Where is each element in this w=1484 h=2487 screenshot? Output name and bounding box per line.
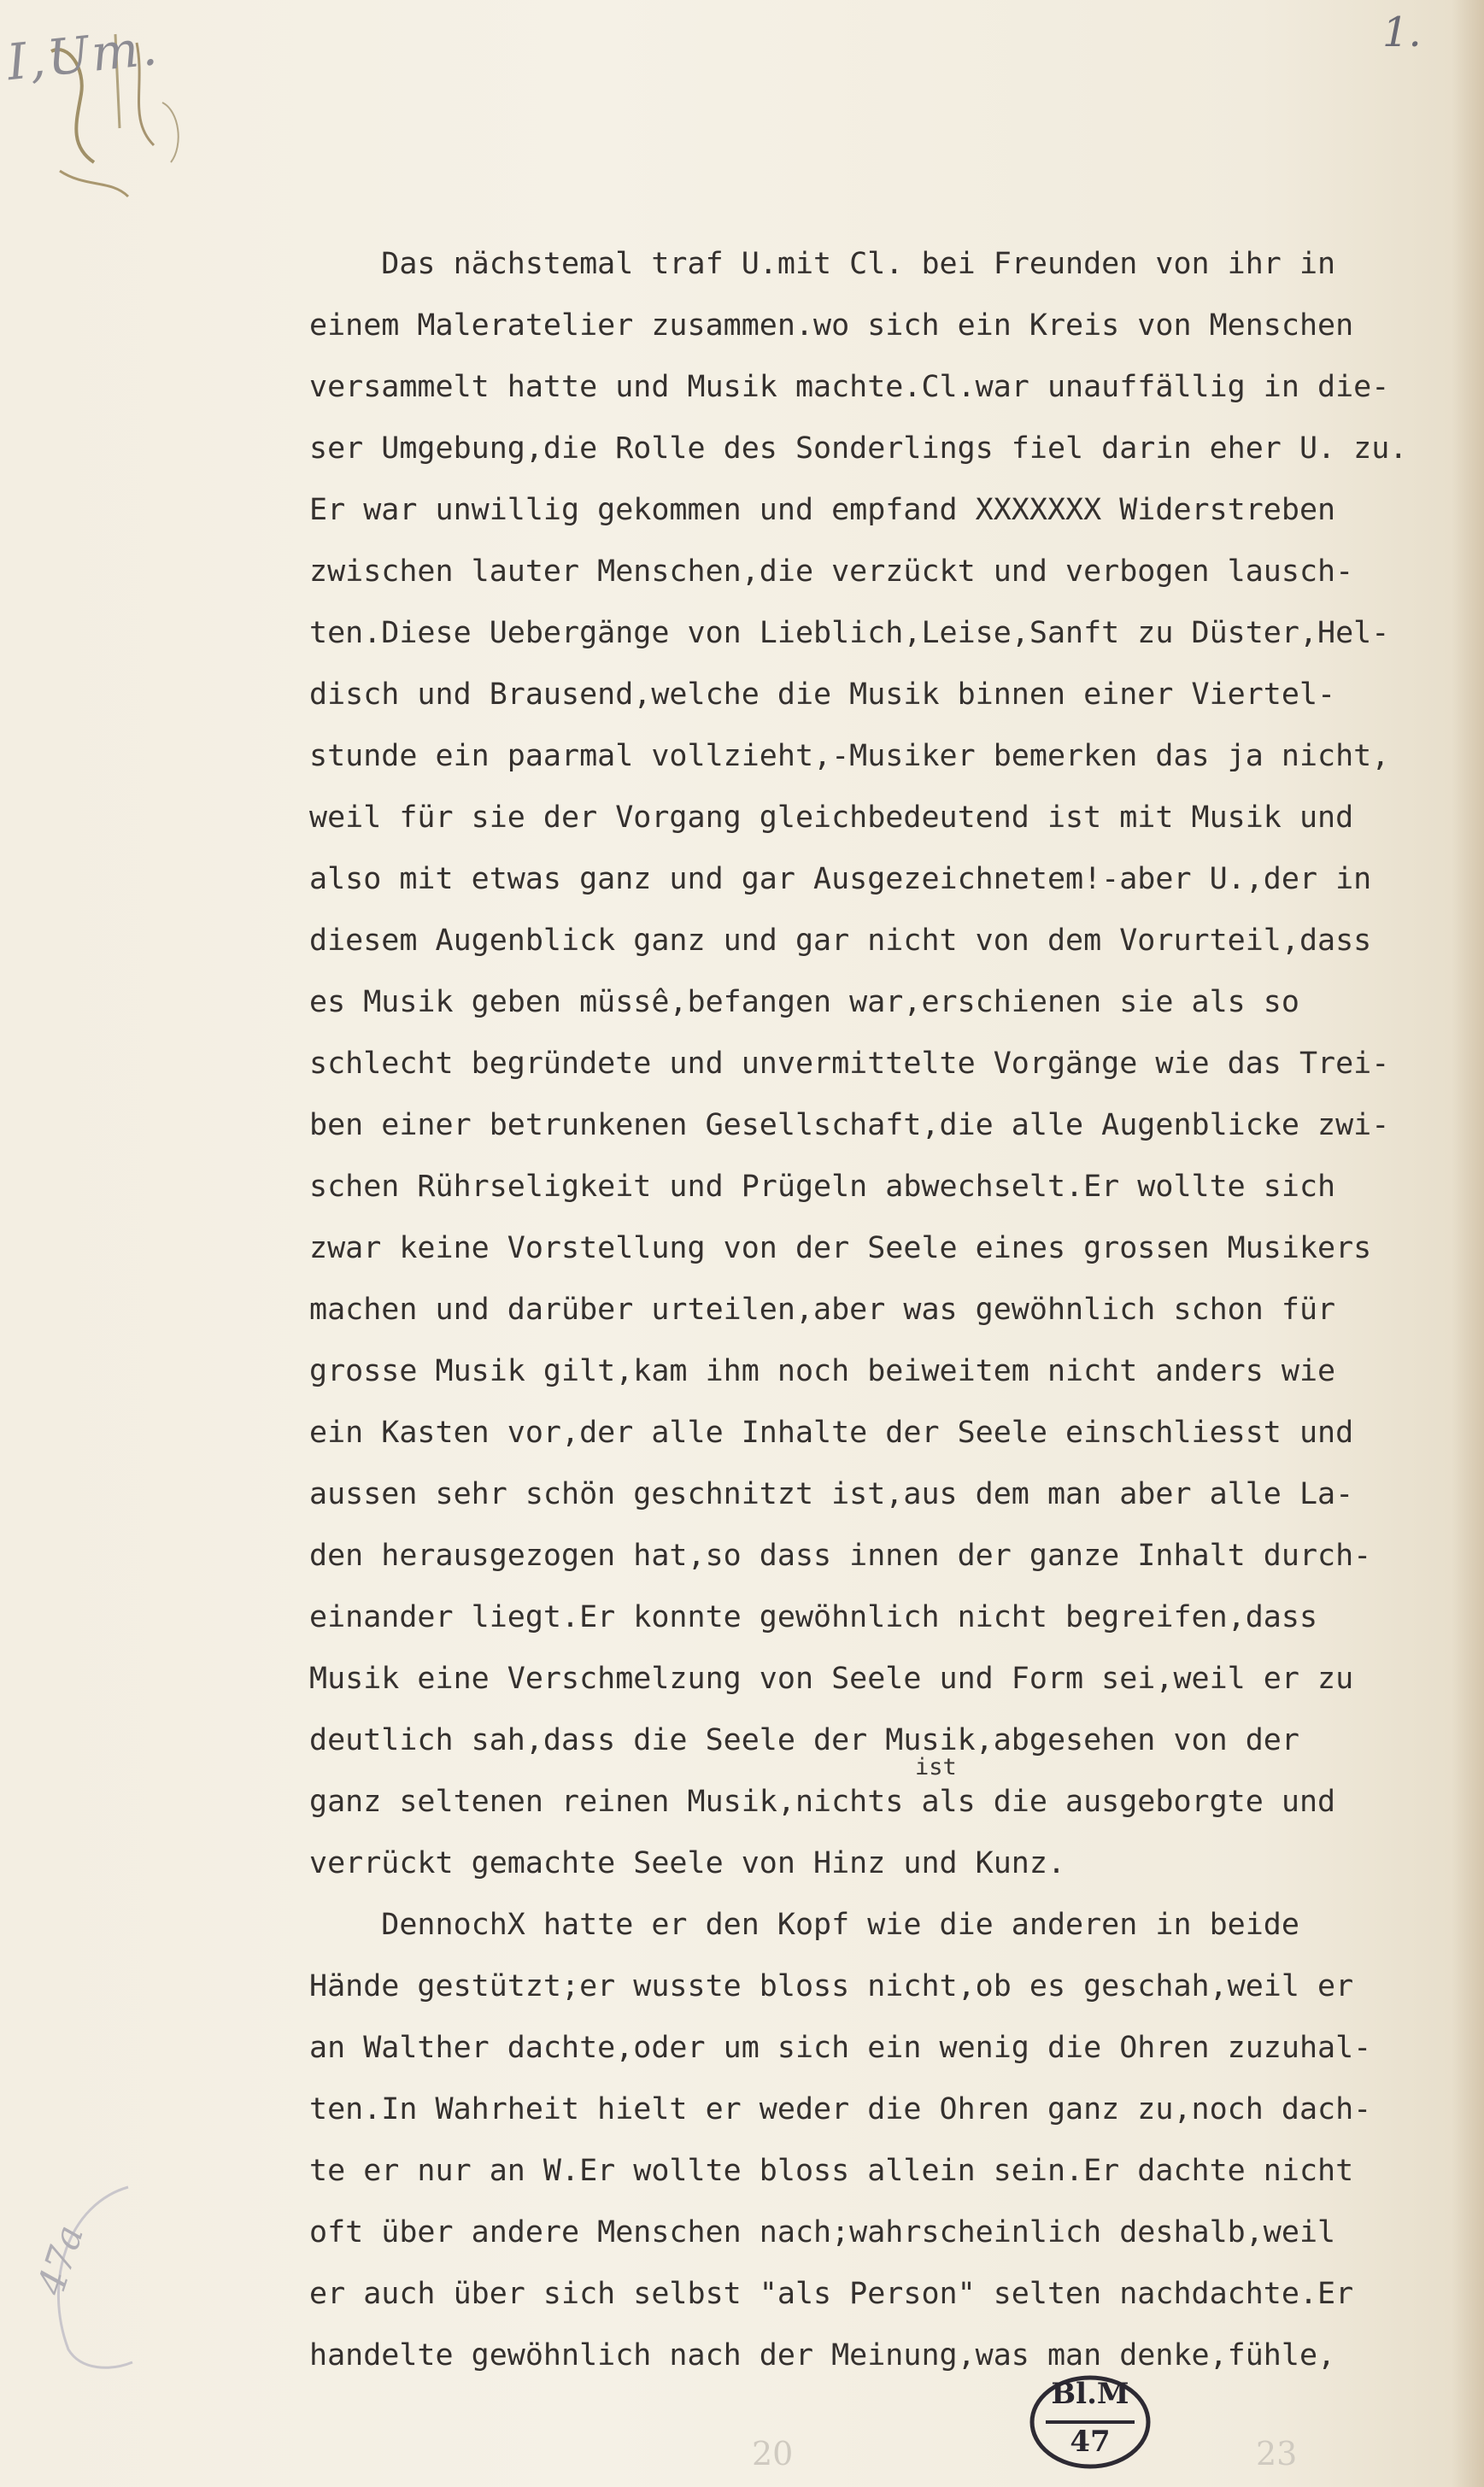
text-line: te er nur an W.Er wollte bloss allein sein.Er dachte nicht xyxy=(309,2154,1354,2188)
text-line: stunde ein paarmal vollzieht,-Musiker bemerken das ja nicht, xyxy=(309,739,1390,773)
text-line: einem Maleratelier zusammen.wo sich ein Kreis von Menschen xyxy=(309,308,1354,343)
text-line: schen Rührseligkeit und Prügeln abwechselt.Er wollte sich xyxy=(309,1170,1336,1204)
text-line: den herausgezogen hat,so dass innen der ganze Inhalt durch- xyxy=(309,1539,1372,1573)
text-line: deutlich sah,dass die Seele der Musik,abgesehen von der xyxy=(309,1723,1299,1757)
text-line: ten.In Wahrheit hielt er weder die Ohren ganz zu,noch dach- xyxy=(309,2092,1372,2126)
text-line: versammelt hatte und Musik machte.Cl.war unauffällig in die- xyxy=(309,370,1390,404)
text-line: schlecht begründete und unvermittelte Vorgänge wie das Trei- xyxy=(309,1047,1390,1081)
text-line: weil für sie der Vorgang gleichbedeutend ist mit Musik und xyxy=(309,801,1354,835)
text-line: ten.Diese Uebergänge von Lieblich,Leise,Sanft zu Düster,Hel- xyxy=(309,616,1390,650)
page-number: 1. xyxy=(1382,9,1422,56)
stamp-line-2: 47 xyxy=(1070,2425,1111,2459)
text-line: DennochX hatte er den Kopf wie die anderen in beide xyxy=(309,1908,1299,1942)
text-line: verrückt gemachte Seele von Hinz und Kunz. xyxy=(309,1846,1066,1880)
faint-footer-mark-left: 20 xyxy=(752,2435,794,2472)
text-line: aussen sehr schön geschnitzt ist,aus dem man aber alle La- xyxy=(309,1477,1354,1511)
text-line: an Walther dachte,oder um sich ein wenig die Ohren zuzuhal- xyxy=(309,2031,1372,2065)
text-line: einander liegt.Er konnte gewöhnlich nicht begreifen,dass xyxy=(309,1600,1318,1634)
interlinear-insertion: ist xyxy=(915,1754,957,1780)
text-line: Musik eine Verschmelzung von Seele und Form sei,weil er zu xyxy=(309,1662,1354,1696)
pencil-page-note: 47a xyxy=(29,2220,93,2301)
text-line: zwischen lauter Menschen,die verzückt und verbogen lausch- xyxy=(309,554,1354,589)
text-line: oft über andere Menschen nach;wahrscheinlich deshalb,weil xyxy=(309,2215,1336,2249)
text-line: es Musik geben müssê,befangen war,erschienen sie als so xyxy=(309,985,1299,1019)
faint-footer-mark-right: 23 xyxy=(1256,2435,1298,2472)
page-edge-shadow xyxy=(1452,0,1484,2487)
text-line: disch und Brausend,welche die Musik binnen einer Viertel- xyxy=(309,677,1336,712)
text-line: Hände gestützt;er wusste bloss nicht,ob es geschah,weil er xyxy=(309,1969,1354,2003)
text-line: ganz seltenen reinen Musik,nichts als die ausgeborgte und xyxy=(309,1785,1336,1819)
text-line: ben einer betrunkenen Gesellschaft,die alle Augenblicke zwi- xyxy=(309,1108,1390,1142)
text-line: Er war unwillig gekommen und empfand XXXXXXX Widerstreben xyxy=(309,493,1336,527)
stamp-line-1: Bl.M xyxy=(1051,2377,1129,2411)
text-line: er auch über sich selbst "als Person" selten nachdachte.Er xyxy=(309,2277,1354,2311)
text-line: Das nächstemal traf U.mit Cl. bei Freunden von ihr in xyxy=(309,247,1336,281)
text-line: ein Kasten vor,der alle Inhalte der Seele einschliesst und xyxy=(309,1416,1354,1450)
text-line: also mit etwas ganz und gar Ausgezeichnetem!-aber U.,der in xyxy=(309,862,1372,896)
text-line: handelte gewöhnlich nach der Meinung,was man denke,fühle, xyxy=(309,2338,1336,2373)
text-line: grosse Musik gilt,kam ihm noch beiweitem nicht anders wie xyxy=(309,1354,1336,1388)
text-line: diesem Augenblick ganz und gar nicht von dem Vorurteil,dass xyxy=(309,924,1372,958)
text-line: machen und darüber urteilen,aber was gewöhnlich schon für xyxy=(309,1293,1336,1327)
archive-mark: I,Um. xyxy=(3,17,162,92)
text-line: zwar keine Vorstellung von der Seele eines grossen Musikers xyxy=(309,1231,1372,1265)
text-line: ser Umgebung,die Rolle des Sonderlings fiel darin eher U. zu. xyxy=(309,431,1408,466)
